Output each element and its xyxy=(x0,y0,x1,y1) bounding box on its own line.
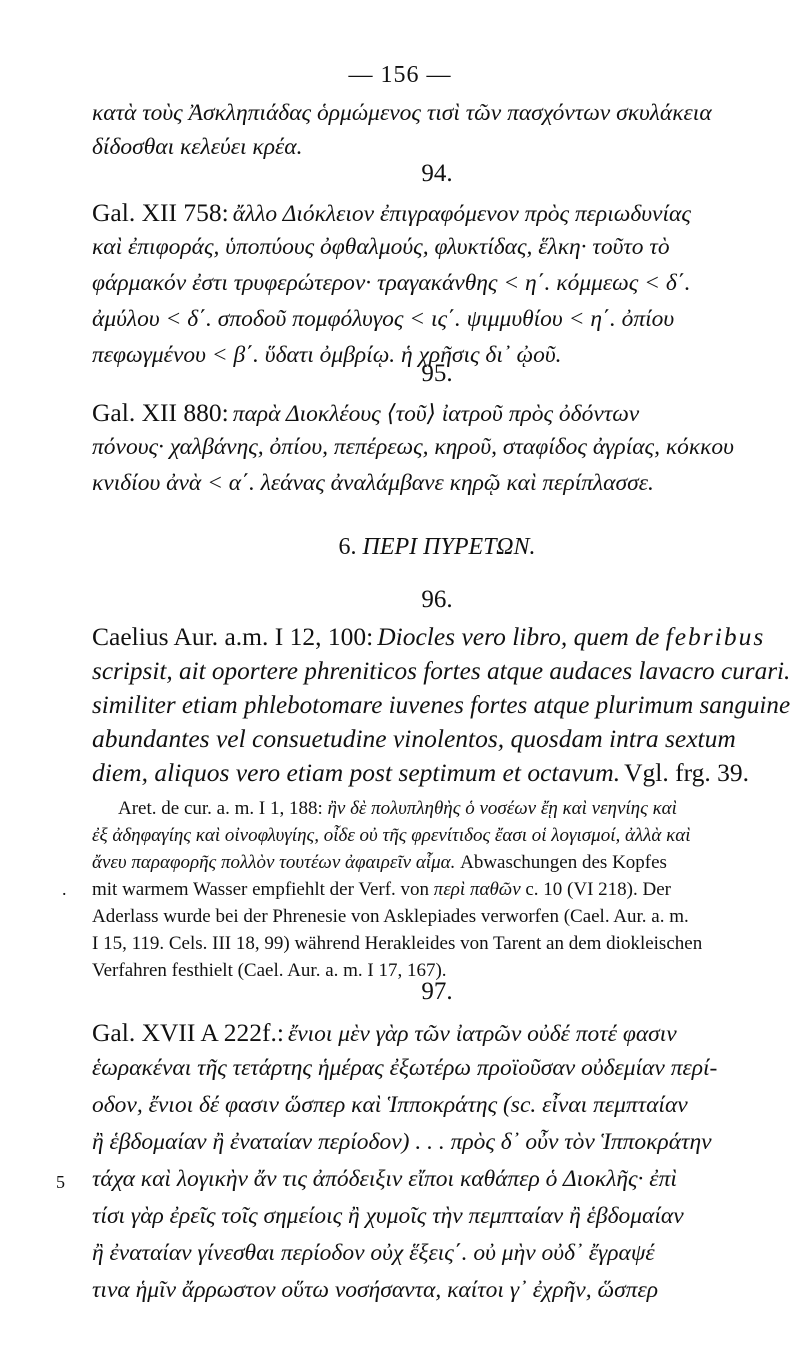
text-line: οδον, ἔνιοι δέ φασιν ὥσπερ καὶ Ἱπποκράτης (sc. εἶναι πεμπταίαν xyxy=(92,1092,688,1118)
source-reference: Caelius Aur. a.m. I 12, 100: xyxy=(92,622,374,651)
fragment-number: 97. xyxy=(421,978,453,1005)
text-line: ἢ ἐναταίαν γίνεσθαι περίοδον οὐχ ἕξεις΄. οὐ μὴν οὐδ᾿ ἔγραψέ xyxy=(92,1240,655,1266)
text-line: καὶ ἐπιφοράς, ὑποπύους ὀφθαλμούς, φλυκτίδας, ἕλκη· τοῦτο τὸ xyxy=(92,234,670,260)
note-line: I 15, 119. Cels. III 18, 99) während Herakleides von Tarent an dem diokleischen xyxy=(92,933,703,954)
text-line: similiter etiam phlebotomare iuvenes fortes atque plurimum sanguine xyxy=(92,690,791,719)
latin-text-spaced: febribus xyxy=(665,622,766,651)
section-title: ΠΕΡΙ ΠΥΡΕΤΩΝ. xyxy=(362,534,536,560)
text-line: τίσι γὰρ ἐρεῖς τοῖς σημείοις ἢ χυμοῖς τὴν πεμπταίαν ἢ ἑβδομαίαν xyxy=(92,1203,684,1229)
section-heading xyxy=(92,534,782,561)
text-line xyxy=(92,758,782,798)
source-reference: Gal. XVII A 222f.: xyxy=(92,1018,284,1047)
commentary-note xyxy=(62,798,782,987)
text-line: φάρμακόν ἐστι τρυφερώτερον· τραγακάνθης < η΄. κόμμεως < δ΄. xyxy=(92,270,691,296)
text-line: ἀμύλου < δ΄. σποδοῦ πομφόλυγος < ις΄. ψιμμυθίου < η΄. ὀπίου xyxy=(92,306,675,332)
text-line xyxy=(92,198,782,234)
text-line: scripsit, ait oportere phreniticos fortes atque audaces lavacro curari. xyxy=(92,656,791,685)
note-line: ἄνευ παραφορῆς πολλὸν τουτέων ἀφαιρεῖν αἷμα. Abwaschungen des Kopfes xyxy=(92,852,667,873)
source-reference: Gal. XII 880: xyxy=(92,398,229,427)
text-line xyxy=(92,398,782,434)
note-line xyxy=(92,798,782,825)
margin-dot: . xyxy=(62,879,67,899)
greek-text: ἄλλο Διόκλειον ἐπιγραφόμενον πρὸς περιωδυνίας xyxy=(232,201,691,227)
text-line xyxy=(92,1018,782,1055)
fragment-95 xyxy=(92,360,782,506)
text-line: τινα ἡμῖν ἄρρωστον οὕτω νοσήσαντα, καίτοι γ᾿ ἐχρῆν, ὥσπερ xyxy=(92,1277,658,1303)
fragment-93-end xyxy=(92,100,782,168)
text-line: abundantes vel consuetudine vinolentos, quosdam intra sextum xyxy=(92,724,736,753)
note-greek: ἢν δὲ πολυπληθὴς ὁ νοσέων ἔῃ καὶ νεηνίης καὶ xyxy=(327,798,677,819)
cross-reference: Vgl. frg. 39. xyxy=(624,758,749,787)
text-line: 5 τάχα καὶ λογικὴν ἄν τις ἀπόδειξιν εἴποι καθάπερ ὁ Διοκλῆς· ἐπὶ xyxy=(56,1166,677,1192)
fragment-96 xyxy=(62,586,791,987)
latin-text: Diocles vero libro, quem de xyxy=(377,622,666,651)
fragment-94 xyxy=(92,160,782,378)
text-line: κνιδίου ἀνὰ < α΄. λεάνας ἀναλάμβανε κηρῷ καὶ περίπλασσε. xyxy=(92,470,654,496)
latin-text: diem, aliquos vero etiam post septimum et octavum. xyxy=(92,758,621,787)
text-line: ἢ ἑβδομαίαν ἢ ἐναταίαν περίοδον) . . . πρὸς δ᾿ οὖν τὸν Ἱπποκράτην xyxy=(92,1129,712,1155)
text-line: κατὰ τοὺς Ἀσκληπιάδας ὁρμώμενος τισὶ τῶν πασχόντων σκυλάκεια xyxy=(92,100,712,126)
source-reference: Gal. XII 758: xyxy=(92,198,229,227)
note-source: Aret. de cur. a. m. I 1, 188: xyxy=(118,798,323,819)
fragment-number: 94. xyxy=(421,160,453,187)
text-line: δίδοσθαι κελεύει κρέα. xyxy=(92,134,303,160)
fragment-97 xyxy=(56,978,782,1314)
greek-text: ἔνιοι μὲν γὰρ τῶν ἰατρῶν οὐδέ ποτέ φασιν xyxy=(287,1021,677,1047)
text-line: πεφωγμένου < β΄. ὕδατι ὀμβρίῳ. ἡ χρῆσις δι᾿ ᾠοῦ. xyxy=(92,342,562,368)
note-line: Aderlass wurde bei der Phrenesie von Asklepiades verworfen (Cael. Aur. a. m. xyxy=(92,906,689,927)
note-line: ἐξ ἀδηφαγίης καὶ οἰνοφλυγίης, οἶδε οὐ τῆς φρενίτιδος ἔασι οἱ λογισμοί, ἀλλὰ καὶ xyxy=(92,825,691,846)
greek-text: παρὰ Διοκλέους ⟨τοῦ⟩ ἰατροῦ πρὸς ὀδόντων xyxy=(232,401,640,427)
section-number: 6. xyxy=(338,534,357,560)
note-line: . mit warmem Wasser empfiehlt der Verf. von περὶ παθῶν c. 10 (VI 218). Der xyxy=(62,879,671,900)
note-line: Verfahren festhielt (Cael. Aur. a. m. I 17, 167). xyxy=(92,960,447,981)
fragment-number: 95. xyxy=(421,360,453,387)
fragment-number: 96. xyxy=(421,586,453,613)
text-line: πόνους· χαλβάνης, ὀπίου, πεπέρεως, κηροῦ, σταφίδος ἀγρίας, κόκκου xyxy=(92,434,734,460)
text-line xyxy=(92,622,782,656)
text-line: ἑωρακέναι τῆς τετάρτης ἡμέρας ἐξωτέρω προϊοῦσαν οὐδεμίαν περί- xyxy=(92,1055,718,1081)
page-number: — 156 — xyxy=(348,62,452,88)
line-number: 5 xyxy=(56,1172,65,1192)
